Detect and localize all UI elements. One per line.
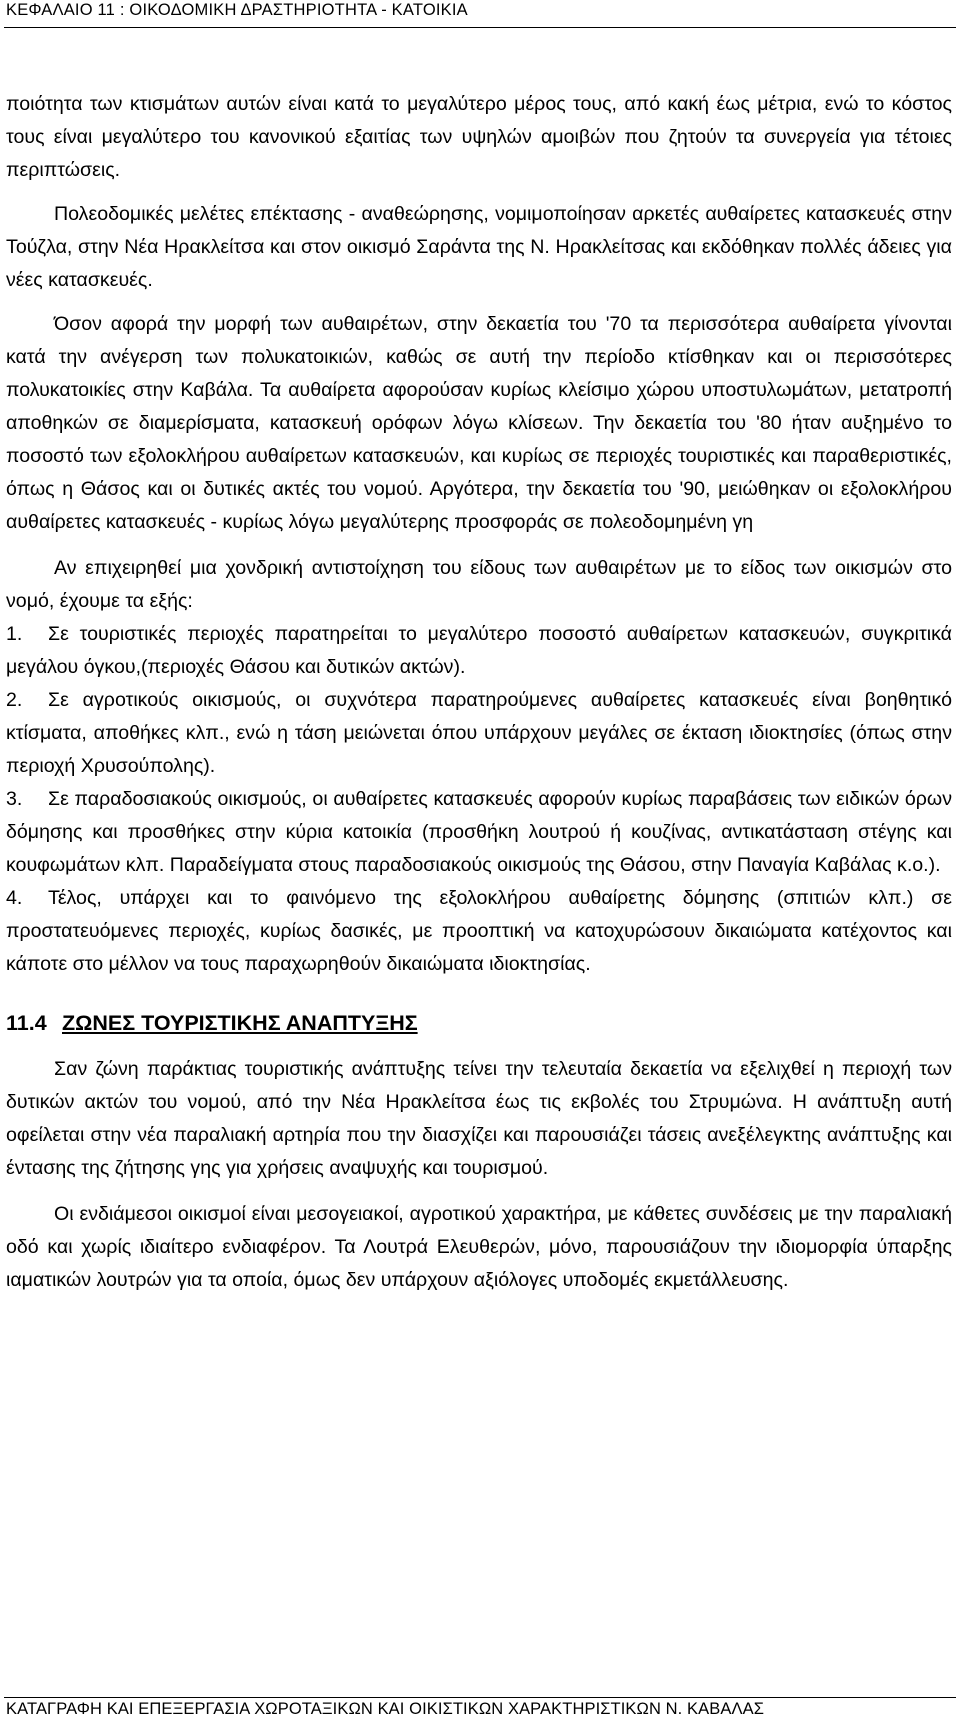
list-item (6, 684, 952, 783)
section-heading (6, 1009, 952, 1037)
paragraph-4: Αν επιχειρηθεί μια χονδρική αντιστοίχηση του είδους των αυθαιρέτων με το είδος των οικισμών στο νομό, έχουμε τα εξής: (6, 557, 952, 612)
list-text: Σε παραδοσιακούς οικισμούς, οι αυθαίρετες κατασκευές αφορούν κυρίως παραβάσεις των ειδικών όρων δόμησης και προσθήκες στην κύρια κατοικία (προσθήκη λουτρού ή κουζίνας, αντικατάσταση στέγης και κουφωμάτων κλπ. Παραδείγματα στους παραδοσιακούς οικισμούς της Θάσου, στην Παναγία Καβάλας κ.ο.). (6, 788, 952, 876)
list-number: 2. (6, 689, 23, 711)
list-item (6, 783, 952, 882)
list-number: 1. (6, 623, 23, 645)
section-title: ΖΩΝΕΣ ΤΟΥΡΙΣΤΙΚΗΣ ΑΝΑΠΤΥΞΗΣ (62, 1011, 418, 1035)
list-item (6, 618, 952, 684)
list-item (6, 882, 952, 981)
list-number: 3. (6, 788, 23, 810)
paragraph-1: ποιότητα των κτισμάτων αυτών είναι κατά το μεγαλύτερο μέρος τους, από κακή έως μέτρια, ενώ το κόστος τους είναι μεγαλύτερο του κανονικού εξαιτίας των υψηλών αμοιβών που ζητούν τα συνεργεία για τέτοιες περιπτώσεις. (6, 93, 952, 181)
footer-divider (4, 1697, 956, 1698)
paragraph-2: Πολεοδομικές μελέτες επέκτασης - αναθεώρησης, νομιμοποίησαν αρκετές αυθαίρετες κατασκευές στην Τούζλα, στην Νέα Ηρακλείτσα και στον οικισμό Σαράντα της Ν. Ηρακλείτσας και εκδόθηκαν πολλές άδειες για νέες κατασκευές. (6, 203, 952, 291)
list-text: Σε τουριστικές περιοχές παρατηρείται το μεγαλύτερο ποσοστό αυθαίρετων κατασκευών, συγκριτικά μεγάλου όγκου,(περιοχές Θάσου και δυτικών ακτών). (6, 623, 952, 678)
list-number: 4. (6, 887, 23, 909)
paragraph-5: Σαν ζώνη παράκτιας τουριστικής ανάπτυξης τείνει την τελευταία δεκαετία να εξελιχθεί η περιοχή των δυτικών ακτών του νομού, από την Νέα Ηρακλείτσα έως τις εκβολές του Στρυμώνα. Η ανάπτυξη αυτή οφείλεται στην νέα παραλιακή αρτηρία που την διασχίζει και παρουσιάζει τάσεις ανεξέλεγκτης ανάπτυξης και έντασης της ζήτησης γης για χρήσεις αναψυχής και τουρισμού. (6, 1058, 952, 1179)
list-text: Τέλος, υπάρχει και το φαινόμενο της εξολοκλήρου αυθαίρετης δόμησης (σπιτιών κλπ.) σε προστατευόμενες περιοχές, κυρίως δασικές, με προοπτική να κατοχυρώσουν δικαιώματα κατέχοντος και κάποτε στο μέλλον να τους παραχωρηθούν δικαιώματα ιδιοκτησίας. (6, 887, 952, 975)
list-text: Σε αγροτικούς οικισμούς, οι συχνότερα παρατηρούμενες αυθαίρετες κατασκευές είναι βοηθητικό κτίσματα, αποθήκες κλπ., ενώ η τάση μειώνεται όπου υπάρχουν μεγάλες σε έκταση ιδιοκτησίες (όπως στην περιοχή Χρυσούπολης). (6, 689, 952, 777)
page-header: ΚΕΦΑΛΑΙΟ 11 : ΟΙΚΟΔΟΜΙΚΗ ΔΡΑΣΤΗΡΙΟΤΗΤΑ - ΚΑΤΟΙΚΙΑ (6, 1, 468, 19)
header-divider (4, 27, 956, 28)
section-number: 11.4 (6, 1011, 47, 1035)
paragraph-6: Οι ενδιάμεσοι οικισμοί είναι μεσογειακοί, αγροτικού χαρακτήρα, με κάθετες συνδέσεις με την παραλιακή οδό και χωρίς ιδιαίτερο ενδιαφέρον. Τα Λουτρά Ελευθερών, μόνο, παρουσιάζουν την ιδιομορφία ύπαρξης ιαματικών λουτρών για τα οποία, όμως δεν υπάρχουν αξιόλογες υποδομές εκμετάλλευσης. (6, 1203, 952, 1291)
document-body (6, 88, 952, 1297)
paragraph-3: Όσον αφορά την μορφή των αυθαιρέτων, στην δεκαετία του '70 τα περισσότερα αυθαίρετα γίνονται κατά την ανέγερση των πολυκατοικιών, καθώς σε αυτή την περίοδο κτίσθηκαν και οι περισσότερες πολυκατοικίες στην Καβάλα. Τα αυθαίρετα αφορούσαν κυρίως κλείσιμο χώρου υποστυλωμάτων, μετατροπή αποθηκών σε διαμερίσματα, κατασκευή ορόφων λόγω κλίσεων. Την δεκαετία του '80 ήταν αυξημένο το ποσοστό των εξολοκλήρου αυθαίρετων κατασκευών, και κυρίως σε περιοχές τουριστικές και παραθεριστικές, όπως η Θάσος και οι δυτικές ακτές του νομού. Αργότερα, την δεκαετία του '90, μειώθηκαν οι εξολοκλήρου αυθαίρετες κατασκευές - κυρίως λόγω μεγαλύτερης προσφοράς σε πολεοδομημένη γη (6, 313, 952, 533)
page-footer: ΚΑΤΑΓΡΑΦΗ ΚΑΙ ΕΠΕΞΕΡΓΑΣΙΑ ΧΩΡΟΤΑΞΙΚΩΝ ΚΑΙ ΟΙΚΙΣΤΙΚΩΝ ΧΑΡΑΚΤΗΡΙΣΤΙΚΩΝ Ν. ΚΑΒΑΛΑΣ (6, 1700, 764, 1718)
